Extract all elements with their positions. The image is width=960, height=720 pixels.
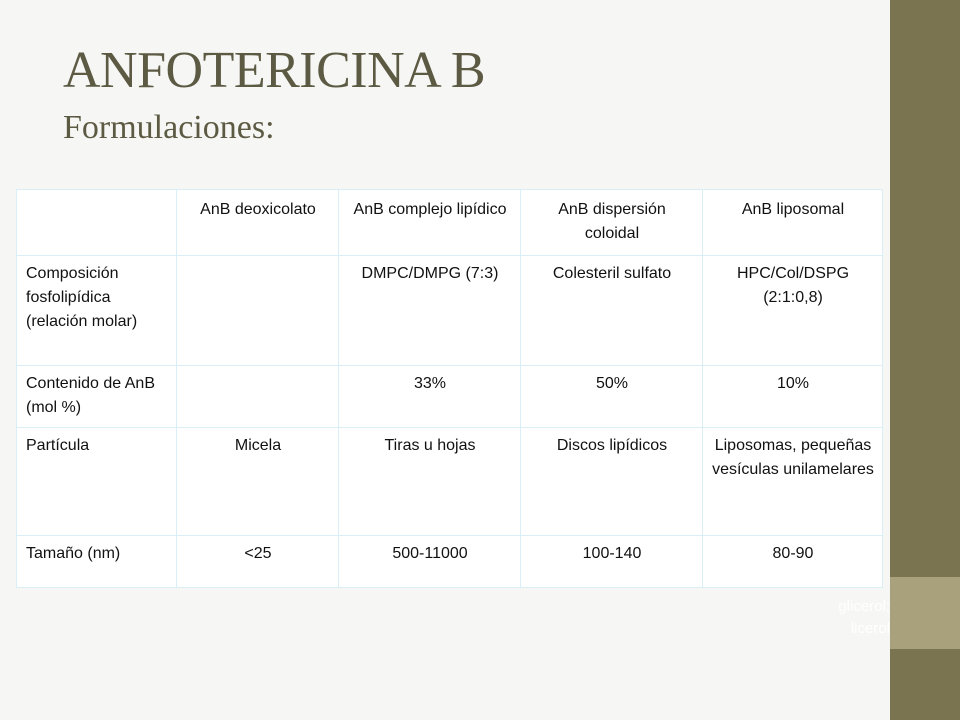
row-label-cell: Contenido de AnB (mol %) — [17, 366, 177, 428]
table-cell: <25 — [177, 536, 339, 588]
table-cell — [177, 256, 339, 366]
table-cell: 10% — [703, 366, 883, 428]
table-header-cell: AnB complejo lipídico — [339, 190, 521, 256]
slide-subtitle: Formulaciones: — [63, 109, 275, 146]
table-cell: 500-11000 — [339, 536, 521, 588]
row-label-cell: Partícula — [17, 428, 177, 536]
table-cell: 100-140 — [521, 536, 703, 588]
slide-title: ANFOTERICINA B — [63, 42, 486, 99]
footnote-line: licerol — [850, 620, 890, 637]
table-cell: Tiras u hojas — [339, 428, 521, 536]
table-cell: Micela — [177, 428, 339, 536]
table-cell: DMPC/DMPG (7:3) — [339, 256, 521, 366]
table-cell — [177, 366, 339, 428]
table-header-cell: AnB deoxicolato — [177, 190, 339, 256]
table-header-cell-empty — [17, 190, 177, 256]
row-label-cell: Composición fosfolipídica (relación molar) — [17, 256, 177, 366]
formulations-table-container — [16, 189, 882, 587]
table-row — [17, 536, 883, 588]
row-label-cell: Tamaño (nm) — [17, 536, 177, 588]
footnote-line: glicerol; — [838, 598, 890, 615]
table-cell: Liposomas, pequeñas vesículas unilamelares — [703, 428, 883, 536]
table-header-cell: AnB dispersión coloidal — [521, 190, 703, 256]
table-cell: Discos lipídicos — [521, 428, 703, 536]
table-cell: Colesteril sulfato — [521, 256, 703, 366]
table-header-row — [17, 190, 883, 256]
table-row — [17, 366, 883, 428]
table-cell: HPC/Col/DSPG (2:1:0,8) — [703, 256, 883, 366]
table-cell: 33% — [339, 366, 521, 428]
table-cell: 50% — [521, 366, 703, 428]
table-row — [17, 428, 883, 536]
table-row — [17, 256, 883, 366]
table-cell: 80-90 — [703, 536, 883, 588]
formulations-table — [16, 189, 883, 588]
right-accent-block — [890, 577, 960, 649]
table-header-cell: AnB liposomal — [703, 190, 883, 256]
overflow-footnote-text — [730, 596, 890, 640]
